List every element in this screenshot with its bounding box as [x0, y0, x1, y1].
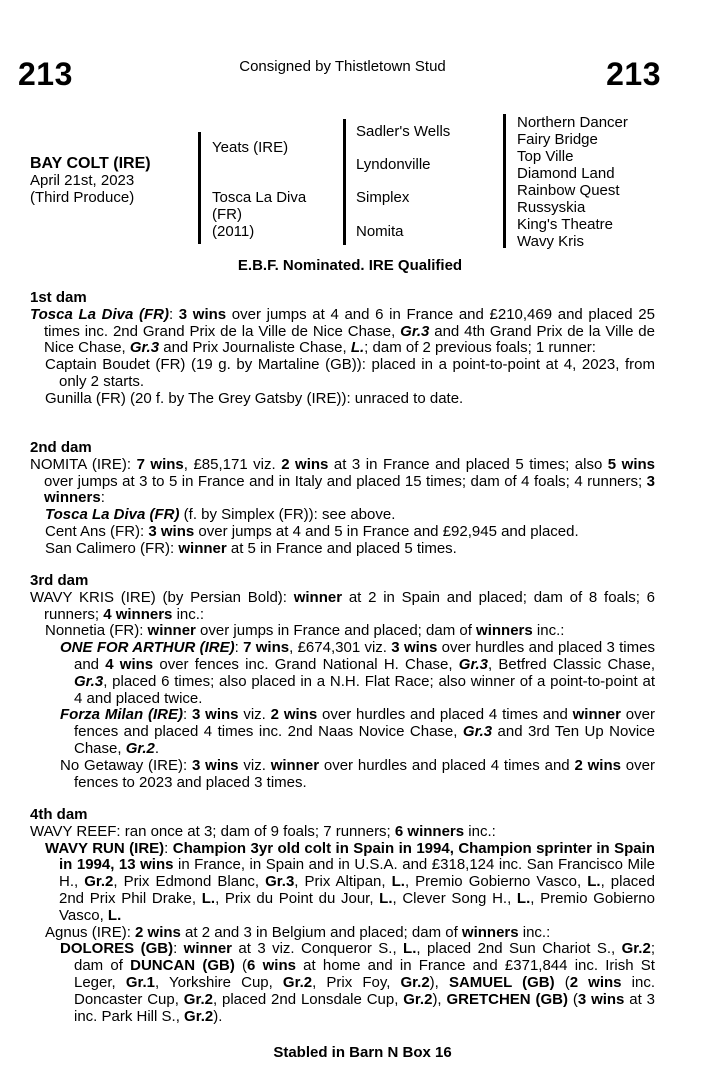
horse-info: [30, 155, 151, 206]
pedigree-gen3-entry: King's Theatre: [517, 216, 613, 233]
first-dam-text: Tosca La Diva (FR): 3 wins over jumps at 4 and 6 in France and £210,469 and placed 25 times inc. 2nd Grand Prix de la Ville de Nice Chase, Gr.3 and 4th Grand Prix de la Ville de Nice Chase, Gr.3 and Prix Journaliste Chase, L.; dam of 2 previous foals; 1 runner:: [30, 305, 655, 357]
third-dam-text: WAVY KRIS (IRE) (by Persian Bold): winner at 2 in Spain and placed; dam of 8 foals; 6 runners; 4 winners inc.:: [30, 588, 655, 623]
horse-dob: April 21st, 2023: [30, 172, 135, 189]
pedigree-gen3-entry: Fairy Bridge: [517, 131, 598, 148]
offspring-entry: Gunilla (FR) (20 f. by The Grey Gatsby (IRE)): unraced to date.: [45, 389, 464, 407]
offspring-entry: Tosca La Diva (FR) (f. by Simplex (FR)): see above.: [45, 506, 396, 524]
horse-name: BAY COLT (IRE): [30, 155, 151, 172]
fourth-dam-heading: 4th dam: [30, 806, 88, 823]
pedigree-gen3-entry: Diamond Land: [517, 165, 615, 182]
pedigree-dam-line2: (FR): [212, 206, 242, 223]
offspring-entry: Captain Boudet (FR) (19 g. by Martaline (GB)): placed in a point-to-point at 4, 2023, from only 2 starts.: [45, 356, 655, 390]
second-dam-heading: 2nd dam: [30, 439, 92, 456]
pedigree-dam: [212, 189, 306, 240]
pedigree-sire-sire: Sadler's Wells: [356, 123, 451, 140]
offspring-entry: San Calimero (FR): winner at 5 in France and placed 5 times.: [45, 539, 457, 557]
offspring-entry: Cent Ans (FR): 3 wins over jumps at 4 and 5 in France and £92,945 and placed.: [45, 522, 579, 540]
fourth-dam-section: [30, 807, 655, 1025]
pedigree-gen3-entry: Northern Dancer: [517, 114, 628, 131]
second-dam-section: [30, 440, 655, 558]
pedigree-third-generation: [517, 114, 628, 250]
nomination-line: E.B.F. Nominated. IRE Qualified: [237, 257, 463, 274]
third-dam-heading: 3rd dam: [30, 572, 89, 589]
consignor: Consigned by Thistletown Stud: [239, 58, 446, 75]
offspring-entry: ONE FOR ARTHUR (IRE): 7 wins, £674,301 viz. 3 wins over hurdles and placed 3 times and 4 wins over fences inc. Grand National H. Chase, Gr.3, Betfred Classic Chase, Gr.3, placed 6 times; also placed in a N.H. Flat Race; also winner of a point-to-point at 4 and placed twice.: [60, 639, 655, 707]
offspring-entry: Nonnetia (FR): winner over jumps in France and placed; dam of winners inc.:: [45, 622, 565, 640]
pedigree-bracket-3: [503, 114, 506, 248]
pedigree-bracket-2: [343, 119, 346, 245]
pedigree-dam-sire: Simplex: [356, 189, 410, 206]
pedigree-gen3-entry: Top Ville: [517, 148, 574, 165]
lot-number-left: 213: [18, 56, 73, 92]
first-dam-heading: 1st dam: [30, 289, 87, 306]
first-dam-section: [30, 290, 655, 408]
lot-number-right: 213: [606, 56, 661, 92]
offspring-entry: Agnus (IRE): 2 wins at 2 and 3 in Belgium and placed; dam of winners inc.:: [45, 923, 551, 941]
pedigree-dam-line3: (2011): [212, 223, 255, 240]
pedigree-gen3-entry: Rainbow Quest: [517, 182, 620, 199]
dam-name: Tosca La Diva (FR): [30, 305, 169, 323]
pedigree-gen3-entry: Russyskia: [517, 199, 586, 216]
offspring-entry: No Getaway (IRE): 3 wins viz. winner over hurdles and placed 4 times and 2 wins over fences to 2023 and placed 3 times.: [60, 756, 655, 791]
second-dam-text: NOMITA (IRE): 7 wins, £85,171 viz. 2 wins at 3 in France and placed 5 times; also 5 wins over jumps at 3 to 5 in France and in Italy and placed 15 times; dam of 4 foals; 4 runners; 3 winners:: [30, 455, 655, 507]
fourth-dam-text: WAVY REEF: ran once at 3; dam of 9 foals; 7 runners; 6 winners inc.:: [30, 822, 496, 840]
pedigree-sire-dam: Lyndonville: [356, 156, 431, 173]
horse-produce: (Third Produce): [30, 189, 135, 206]
pedigree-bracket-1: [198, 132, 201, 244]
offspring-entry: Forza Milan (IRE): 3 wins viz. 2 wins over hurdles and placed 4 times and winner over fences and placed 4 times inc. 2nd Naas Novice Chase, Gr.3 and 3rd Ten Up Novice Chase, Gr.2.: [60, 706, 656, 757]
pedigree-sire: Yeats (IRE): [212, 139, 289, 156]
pedigree-gen3-entry: Wavy Kris: [517, 233, 584, 250]
pedigree-dam-line1: Tosca La Diva: [212, 189, 307, 206]
third-dam-section: [30, 573, 655, 791]
stabling-info: Stabled in Barn N Box 16: [273, 1044, 452, 1061]
offspring-entry: WAVY RUN (IRE): Champion 3yr old colt in Spain in 1994, Champion sprinter in Spain in 1994, 13 wins in France, in Spain and in U.S.A. and £318,124 inc. San Francisco Mile H., Gr.2, Prix Edmond Blanc, Gr.3, Prix Altipan, L., Premio Gobierno Vasco, L., placed 2nd Prix Phil Drake, L., Prix du Point du Jour, L., Clever Song H., L., Premio Gobierno Vasco, L.: [45, 839, 655, 924]
offspring-entry: DOLORES (GB): winner at 3 viz. Conqueror S., L., placed 2nd Sun Chariot S., Gr.2; dam of DUNCAN (GB) (6 wins at home and in France and £371,844 inc. Irish St Leger, Gr.1, Yorkshire Cup, Gr.2, Prix Foy, Gr.2), SAMUEL (GB) (2 wins inc. Doncaster Cup, Gr.2, placed 2nd Lonsdale Cup, Gr.2), GRETCHEN (GB) (3 wins at 3 inc. Park Hill S., Gr.2).: [60, 940, 655, 1025]
pedigree-dam-dam: Nomita: [356, 223, 404, 240]
